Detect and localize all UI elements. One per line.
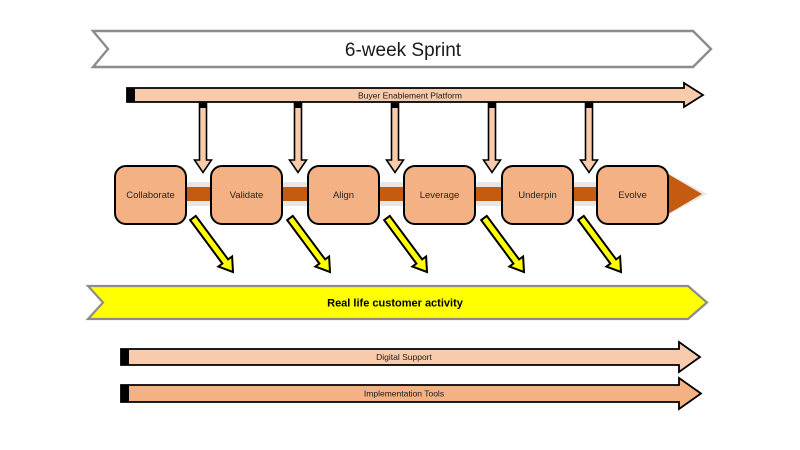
down-arrow-5-cap [586, 103, 593, 109]
down-arrow-4-cap [489, 103, 496, 109]
stage-box-collaborate-label: Collaborate [126, 190, 175, 201]
down-arrow-5-shape [581, 103, 598, 173]
stage-box-validate-label: Validate [229, 190, 264, 201]
stage-box-underpin [502, 166, 573, 224]
down-arrow-2 [290, 103, 307, 173]
sprint-banner-label: 6-week Sprint [344, 40, 462, 61]
connector-arrows [195, 103, 598, 173]
stage-box-align [308, 166, 379, 224]
down-arrow-1-cap [200, 103, 207, 109]
down-arrow-5 [581, 103, 598, 173]
stage-box-leverage [404, 166, 475, 224]
stage-box-validate [211, 166, 282, 224]
platform-arrow-start-cap [127, 88, 135, 103]
stage-box-collaborate [115, 166, 186, 224]
down-arrow-1-shape [195, 103, 212, 173]
activity-banner [88, 286, 707, 319]
sprint-banner [93, 31, 711, 67]
platform-arrow-label: Buyer Enablement Platform [358, 90, 462, 101]
stage-box-underpin-label: Underpin [518, 190, 557, 201]
stage-box-leverage-label: Leverage [419, 190, 460, 201]
down-arrow-2-cap [295, 103, 302, 109]
implementation-tools-arrow [121, 378, 701, 409]
activity-banner-label: Real life customer activity [327, 297, 463, 310]
down-arrow-3 [387, 103, 404, 173]
stage-box-align-label: Align [332, 190, 355, 201]
digital-support-label: Digital Support [376, 352, 432, 362]
digital-support-start-cap [121, 349, 129, 366]
implementation-tools-label: Implementation Tools [363, 388, 445, 399]
down-arrow-3-shape [387, 103, 404, 173]
down-arrow-1 [195, 103, 212, 173]
stage-box-evolve-label: Evolve [618, 190, 647, 201]
digital-support-arrow [121, 342, 700, 372]
down-arrow-2-shape [290, 103, 307, 173]
down-arrow-4-shape [484, 103, 501, 173]
down-arrow-3-cap [392, 103, 399, 109]
stage-box-evolve [597, 166, 668, 224]
platform-arrow [127, 83, 703, 107]
implementation-tools-start-cap [121, 385, 129, 403]
down-arrow-4 [484, 103, 501, 173]
